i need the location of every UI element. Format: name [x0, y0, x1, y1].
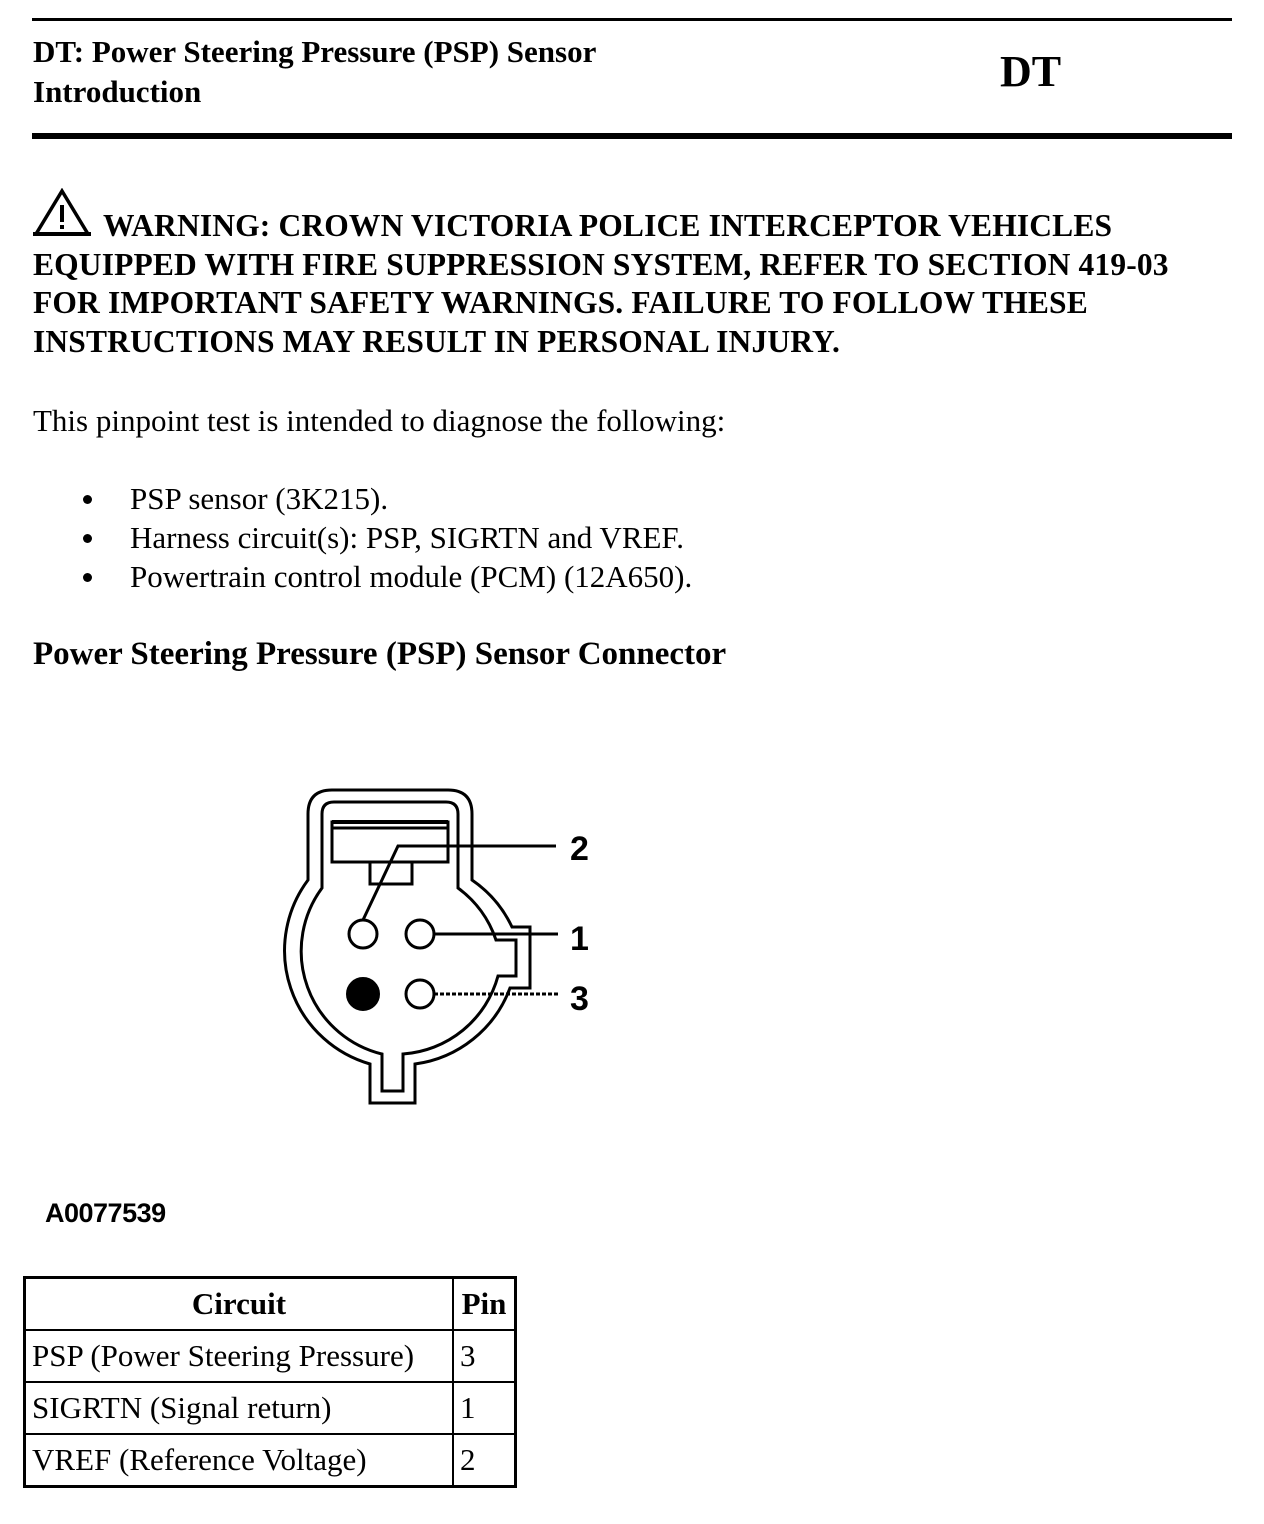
pin-cell: 3	[453, 1330, 516, 1382]
pin-3-terminal	[406, 980, 434, 1008]
diagnosis-list	[0, 480, 692, 597]
table-header-row	[25, 1278, 516, 1331]
circuit-cell: PSP (Power Steering Pressure)	[25, 1330, 454, 1382]
figure-id: A0077539	[45, 1198, 166, 1228]
table-row	[25, 1382, 516, 1434]
connector-latch	[332, 822, 448, 884]
pin-label-3: 3	[570, 980, 589, 1018]
bullet-icon	[83, 573, 92, 582]
warning-triangle-icon	[33, 188, 91, 238]
page-title-line-2: Introduction	[33, 74, 202, 109]
pin-2-terminal	[349, 920, 377, 948]
circuit-cell: VREF (Reference Voltage)	[25, 1434, 454, 1487]
column-header-pin: Pin	[453, 1278, 516, 1331]
pin-label-1: 1	[570, 920, 589, 958]
bullet-icon	[83, 534, 92, 543]
warning-block	[33, 188, 1243, 361]
connector-heading: Power Steering Pressure (PSP) Sensor Connector	[33, 636, 727, 672]
warning-line-3: FOR IMPORTANT SAFETY WARNINGS. FAILURE TO FOLLOW THESE	[33, 285, 1088, 320]
section-code: DT	[1000, 47, 1062, 96]
warning-line-1	[33, 188, 1243, 246]
bullet-icon	[83, 495, 92, 504]
pin-cell: 2	[453, 1434, 516, 1487]
list-item-text: PSP sensor (3K215).	[130, 481, 389, 516]
header-bottom-rule	[32, 133, 1232, 139]
warning-text-1: WARNING: CROWN VICTORIA POLICE INTERCEPTOR VEHICLES	[103, 208, 1113, 243]
page-title-line-1: DT: Power Steering Pressure (PSP) Sensor	[33, 34, 597, 69]
pin-label-2: 2	[570, 830, 589, 868]
circuit-pin-table	[23, 1276, 517, 1488]
table-row	[25, 1330, 516, 1382]
table-row	[25, 1434, 516, 1487]
list-item	[0, 519, 692, 558]
connector-body-outline	[285, 790, 530, 1103]
list-item-text: Powertrain control module (PCM) (12A650).	[130, 559, 693, 594]
list-item-text: Harness circuit(s): PSP, SIGRTN and VREF.	[130, 520, 684, 555]
pin-cell: 1	[453, 1382, 516, 1434]
warning-line-2: EQUIPPED WITH FIRE SUPPRESSION SYSTEM, REFER TO SECTION 419-03	[33, 246, 1169, 282]
circuit-cell: SIGRTN (Signal return)	[25, 1382, 454, 1434]
unused-terminal	[347, 978, 379, 1010]
warning-line-4: INSTRUCTIONS MAY RESULT IN PERSONAL INJURY.	[33, 323, 841, 359]
top-rule	[32, 18, 1232, 21]
page-title	[33, 32, 933, 112]
column-header-circuit: Circuit	[25, 1278, 454, 1331]
list-item	[0, 480, 692, 519]
intro-text: This pinpoint test is intended to diagnose the following:	[33, 403, 726, 438]
list-item	[0, 558, 692, 597]
pin-1-terminal	[406, 920, 434, 948]
psp-connector-diagram	[260, 780, 620, 1120]
